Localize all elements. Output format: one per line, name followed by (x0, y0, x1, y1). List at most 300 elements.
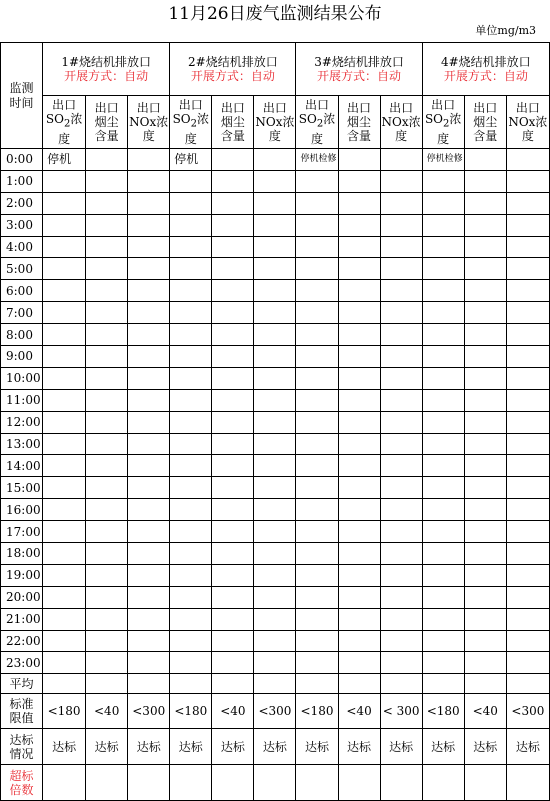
dust-header-line1: 出口 (220, 101, 245, 115)
hour-label: 19:00 (1, 564, 43, 586)
hour-label: 23:00 (1, 652, 43, 674)
value-cell (338, 214, 380, 236)
value-cell (86, 543, 128, 565)
so2-subscript: 2 (443, 118, 450, 130)
value-cell (380, 543, 422, 565)
value-cell (296, 433, 338, 455)
value-cell (43, 499, 86, 521)
value-cell (170, 652, 212, 674)
value-cell (422, 455, 464, 477)
hour-row (1, 214, 550, 236)
value-cell (170, 543, 212, 565)
average-cell (506, 674, 549, 694)
dust-header-line3: 含量 (94, 129, 119, 143)
hour-label: 2:00 (1, 192, 43, 214)
value-cell (43, 324, 86, 346)
value-cell (380, 455, 422, 477)
so2-text-suffix: 浓 (70, 112, 83, 127)
value-cell (43, 236, 86, 258)
so2-header (296, 96, 338, 149)
outlet-group-header (422, 43, 549, 96)
status-cell (128, 149, 170, 171)
value-cell (506, 564, 549, 586)
value-cell (86, 608, 128, 630)
value-cell (254, 630, 296, 652)
value-cell (380, 608, 422, 630)
value-cell (128, 367, 170, 389)
hour-label: 16:00 (1, 499, 43, 521)
value-cell (296, 564, 338, 586)
so2-text-suffix: 浓 (323, 112, 336, 127)
value-cell (43, 586, 86, 608)
value-cell (380, 236, 422, 258)
average-cell (128, 674, 170, 694)
hour-row (1, 324, 550, 346)
value-cell (254, 499, 296, 521)
value-cell (86, 236, 128, 258)
value-cell (128, 455, 170, 477)
value-cell (128, 608, 170, 630)
so2-header-line1: 出口 (431, 98, 456, 113)
value-cell (464, 521, 506, 543)
value-cell (338, 499, 380, 521)
value-cell (422, 214, 464, 236)
compliance-label: 达标 情况 (1, 729, 43, 765)
value-cell (422, 302, 464, 324)
value-cell (464, 455, 506, 477)
so2-header-line1: 出口 (178, 98, 203, 113)
value-cell (170, 192, 212, 214)
value-cell (170, 411, 212, 433)
value-cell (170, 280, 212, 302)
value-cell (86, 170, 128, 192)
average-label: 平均 (1, 674, 43, 694)
nox-header (254, 96, 296, 149)
value-cell (422, 411, 464, 433)
so2-text: SO (172, 112, 191, 127)
value-cell (464, 411, 506, 433)
value-cell (338, 608, 380, 630)
hour-label: 6:00 (1, 280, 43, 302)
value-cell (43, 258, 86, 280)
so2-header-line2 (423, 112, 464, 131)
hour-label: 20:00 (1, 586, 43, 608)
hour-label: 10:00 (1, 367, 43, 389)
value-cell (296, 367, 338, 389)
hour-row (1, 586, 550, 608)
value-cell (296, 521, 338, 543)
value-cell (380, 170, 422, 192)
value-cell (380, 586, 422, 608)
standard-value: <40 (212, 694, 254, 729)
nox-header-line3: 度 (142, 129, 155, 143)
hour-row (1, 346, 550, 368)
status-cell (464, 149, 506, 171)
value-cell (296, 499, 338, 521)
value-cell (86, 455, 128, 477)
status-cell: 停机 (43, 149, 86, 171)
dust-header-line1: 出口 (473, 101, 498, 115)
value-cell (128, 586, 170, 608)
average-cell (86, 674, 128, 694)
value-cell (464, 258, 506, 280)
so2-text-suffix: 浓 (449, 112, 462, 127)
value-cell (170, 302, 212, 324)
value-cell (422, 367, 464, 389)
value-cell (170, 258, 212, 280)
standard-value: <40 (86, 694, 128, 729)
value-cell (212, 302, 254, 324)
so2-subscript: 2 (190, 118, 197, 130)
value-cell (338, 477, 380, 499)
value-cell (338, 521, 380, 543)
so2-text-suffix: 浓 (197, 112, 210, 127)
dust-header-line3: 含量 (220, 129, 245, 143)
nox-header-line3: 度 (521, 129, 534, 143)
standard-row (1, 694, 550, 729)
value-cell (128, 630, 170, 652)
value-cell (338, 543, 380, 565)
so2-header (170, 96, 212, 149)
hour-row (1, 389, 550, 411)
value-cell (296, 630, 338, 652)
value-cell (380, 192, 422, 214)
nox-header (380, 96, 422, 149)
so2-header-line2 (170, 112, 211, 131)
standard-value: < 300 (380, 694, 422, 729)
value-cell (86, 499, 128, 521)
value-cell (254, 236, 296, 258)
outlet-mode: 开展方式：自动 (64, 69, 149, 83)
compliance-value: 达标 (338, 729, 380, 765)
status-cell (254, 149, 296, 171)
nox-header-line2: NOx浓 (255, 115, 295, 129)
value-cell (254, 477, 296, 499)
value-cell (86, 280, 128, 302)
dust-header-line1: 出口 (347, 101, 372, 115)
value-cell (296, 302, 338, 324)
status-cell (86, 149, 128, 171)
hour-label: 14:00 (1, 455, 43, 477)
value-cell (380, 411, 422, 433)
value-cell (464, 543, 506, 565)
average-cell (422, 674, 464, 694)
dust-header-line1: 出口 (94, 101, 119, 115)
value-cell (422, 389, 464, 411)
dust-header-line2: 烟尘 (94, 115, 119, 129)
nox-header (128, 96, 170, 149)
value-cell (212, 367, 254, 389)
value-cell (128, 324, 170, 346)
value-cell (170, 367, 212, 389)
value-cell (506, 258, 549, 280)
compliance-value: 达标 (170, 729, 212, 765)
hour-label: 22:00 (1, 630, 43, 652)
exceed-row (1, 765, 550, 801)
value-cell (422, 258, 464, 280)
hour-row (1, 302, 550, 324)
value-cell (506, 477, 549, 499)
so2-header-line2 (43, 112, 85, 131)
dust-header (212, 96, 254, 149)
value-cell (86, 324, 128, 346)
value-cell (212, 411, 254, 433)
hour-label: 17:00 (1, 521, 43, 543)
hour-row (1, 170, 550, 192)
value-cell (43, 433, 86, 455)
hour-row (1, 477, 550, 499)
value-cell (254, 346, 296, 368)
so2-text: SO (45, 112, 64, 127)
average-row (1, 674, 550, 694)
status-cell: 停机 (170, 149, 212, 171)
value-cell (212, 170, 254, 192)
exceed-label: 超标 倍数 (1, 765, 43, 801)
value-cell (506, 280, 549, 302)
value-cell (464, 586, 506, 608)
value-cell (422, 192, 464, 214)
value-cell (254, 170, 296, 192)
value-cell (422, 608, 464, 630)
value-cell (380, 389, 422, 411)
value-cell (422, 236, 464, 258)
exceed-cell (296, 765, 338, 801)
value-cell (254, 280, 296, 302)
value-cell (338, 192, 380, 214)
outlet-mode: 开展方式：自动 (443, 69, 528, 83)
value-cell (464, 499, 506, 521)
value-cell (43, 389, 86, 411)
value-cell (296, 346, 338, 368)
hour-label: 4:00 (1, 236, 43, 258)
value-cell (338, 258, 380, 280)
nox-header-line2: NOx浓 (508, 115, 548, 129)
value-cell (254, 543, 296, 565)
value-cell (43, 455, 86, 477)
value-cell (212, 192, 254, 214)
exceed-cell (506, 765, 549, 801)
value-cell (212, 564, 254, 586)
value-cell (212, 346, 254, 368)
value-cell (212, 477, 254, 499)
status-cell (212, 149, 254, 171)
hour-label: 1:00 (1, 170, 43, 192)
nox-header-line2: NOx浓 (129, 115, 169, 129)
value-cell (296, 192, 338, 214)
value-cell (296, 236, 338, 258)
hour-label: 12:00 (1, 411, 43, 433)
value-cell (506, 608, 549, 630)
average-cell (338, 674, 380, 694)
dust-header-line2: 烟尘 (473, 115, 498, 129)
value-cell (212, 236, 254, 258)
outlet-name: 2#烧结机排放口 (188, 55, 278, 69)
compliance-value: 达标 (296, 729, 338, 765)
value-cell (296, 258, 338, 280)
unit-label: 单位mg/m3 (475, 24, 536, 37)
value-cell (254, 214, 296, 236)
value-cell (506, 367, 549, 389)
value-cell (422, 477, 464, 499)
value-cell (43, 346, 86, 368)
value-cell (506, 499, 549, 521)
value-cell (254, 564, 296, 586)
value-cell (128, 521, 170, 543)
value-cell (422, 280, 464, 302)
value-cell (506, 630, 549, 652)
value-cell (506, 170, 549, 192)
value-cell (296, 477, 338, 499)
value-cell (506, 302, 549, 324)
value-cell (43, 367, 86, 389)
value-cell (128, 346, 170, 368)
value-cell (128, 280, 170, 302)
outlet-group-header (43, 43, 170, 96)
value-cell (128, 214, 170, 236)
status-cell: 停机检修 (422, 149, 464, 171)
compliance-value: 达标 (254, 729, 296, 765)
monitoring-table (0, 42, 550, 801)
value-cell (422, 499, 464, 521)
compliance-value: 达标 (422, 729, 464, 765)
value-cell (464, 367, 506, 389)
value-cell (128, 170, 170, 192)
value-cell (380, 324, 422, 346)
value-cell (128, 236, 170, 258)
dust-header-line2: 烟尘 (347, 115, 372, 129)
value-cell (128, 411, 170, 433)
value-cell (506, 543, 549, 565)
value-cell (464, 477, 506, 499)
dust-header-line3: 含量 (347, 129, 372, 143)
value-cell (338, 433, 380, 455)
value-cell (170, 324, 212, 346)
status-cell: 停机检修 (296, 149, 338, 171)
exceed-cell (212, 765, 254, 801)
value-cell (338, 170, 380, 192)
value-cell (170, 214, 212, 236)
outlet-group-header (170, 43, 296, 96)
standard-value: <180 (422, 694, 464, 729)
value-cell (296, 389, 338, 411)
value-cell (464, 214, 506, 236)
value-cell (128, 258, 170, 280)
value-cell (254, 521, 296, 543)
exceed-cell (464, 765, 506, 801)
status-cell (380, 149, 422, 171)
so2-header (43, 96, 86, 149)
value-cell (464, 346, 506, 368)
value-cell (86, 258, 128, 280)
value-cell (43, 214, 86, 236)
hour-row (1, 608, 550, 630)
compliance-value: 达标 (464, 729, 506, 765)
outlet-mode: 开展方式：自动 (317, 69, 402, 83)
value-cell (212, 630, 254, 652)
hour-row (1, 543, 550, 565)
value-cell (380, 521, 422, 543)
value-cell (254, 367, 296, 389)
value-cell (254, 258, 296, 280)
value-cell (212, 280, 254, 302)
value-cell (506, 214, 549, 236)
value-cell (422, 324, 464, 346)
hour-label: 18:00 (1, 543, 43, 565)
value-cell (338, 302, 380, 324)
value-cell (170, 477, 212, 499)
page-title: 11月26日废气监测结果公布 (168, 4, 382, 24)
value-cell (338, 564, 380, 586)
value-cell (338, 630, 380, 652)
exceed-cell (43, 765, 86, 801)
value-cell (43, 564, 86, 586)
value-cell (86, 564, 128, 586)
value-cell (170, 389, 212, 411)
value-cell (422, 630, 464, 652)
hour-label: 8:00 (1, 324, 43, 346)
value-cell (86, 389, 128, 411)
value-cell (506, 236, 549, 258)
so2-header-line3: 度 (310, 131, 323, 146)
dust-header (86, 96, 128, 149)
value-cell (464, 433, 506, 455)
value-cell (170, 455, 212, 477)
hour-row (1, 630, 550, 652)
outlet-mode: 开展方式：自动 (190, 69, 275, 83)
value-cell (380, 280, 422, 302)
nox-header-line1: 出口 (389, 101, 414, 115)
value-cell (296, 324, 338, 346)
value-cell (422, 564, 464, 586)
outlet-group-header (296, 43, 422, 96)
value-cell (380, 433, 422, 455)
value-cell (128, 389, 170, 411)
value-cell (86, 346, 128, 368)
compliance-value: 达标 (506, 729, 549, 765)
value-cell (86, 192, 128, 214)
hour-label: 5:00 (1, 258, 43, 280)
nox-header-line1: 出口 (136, 101, 161, 115)
value-cell (464, 564, 506, 586)
value-cell (380, 346, 422, 368)
hour-row (1, 652, 550, 674)
value-cell (86, 411, 128, 433)
hour-row (1, 280, 550, 302)
value-cell (254, 324, 296, 346)
value-cell (254, 302, 296, 324)
standard-value: <300 (128, 694, 170, 729)
value-cell (464, 192, 506, 214)
hour-row (1, 411, 550, 433)
average-cell (296, 674, 338, 694)
value-cell (422, 346, 464, 368)
value-cell (380, 564, 422, 586)
standard-label: 标准 限值 (1, 694, 43, 729)
standard-value: <180 (170, 694, 212, 729)
hour-row (1, 499, 550, 521)
value-cell (380, 477, 422, 499)
value-cell (506, 455, 549, 477)
value-cell (506, 389, 549, 411)
value-cell (254, 455, 296, 477)
header-row-params (1, 96, 550, 149)
so2-text: SO (424, 112, 443, 127)
hour-label: 9:00 (1, 346, 43, 368)
value-cell (380, 630, 422, 652)
so2-subscript: 2 (316, 118, 324, 130)
value-cell (128, 564, 170, 586)
compliance-value: 达标 (86, 729, 128, 765)
